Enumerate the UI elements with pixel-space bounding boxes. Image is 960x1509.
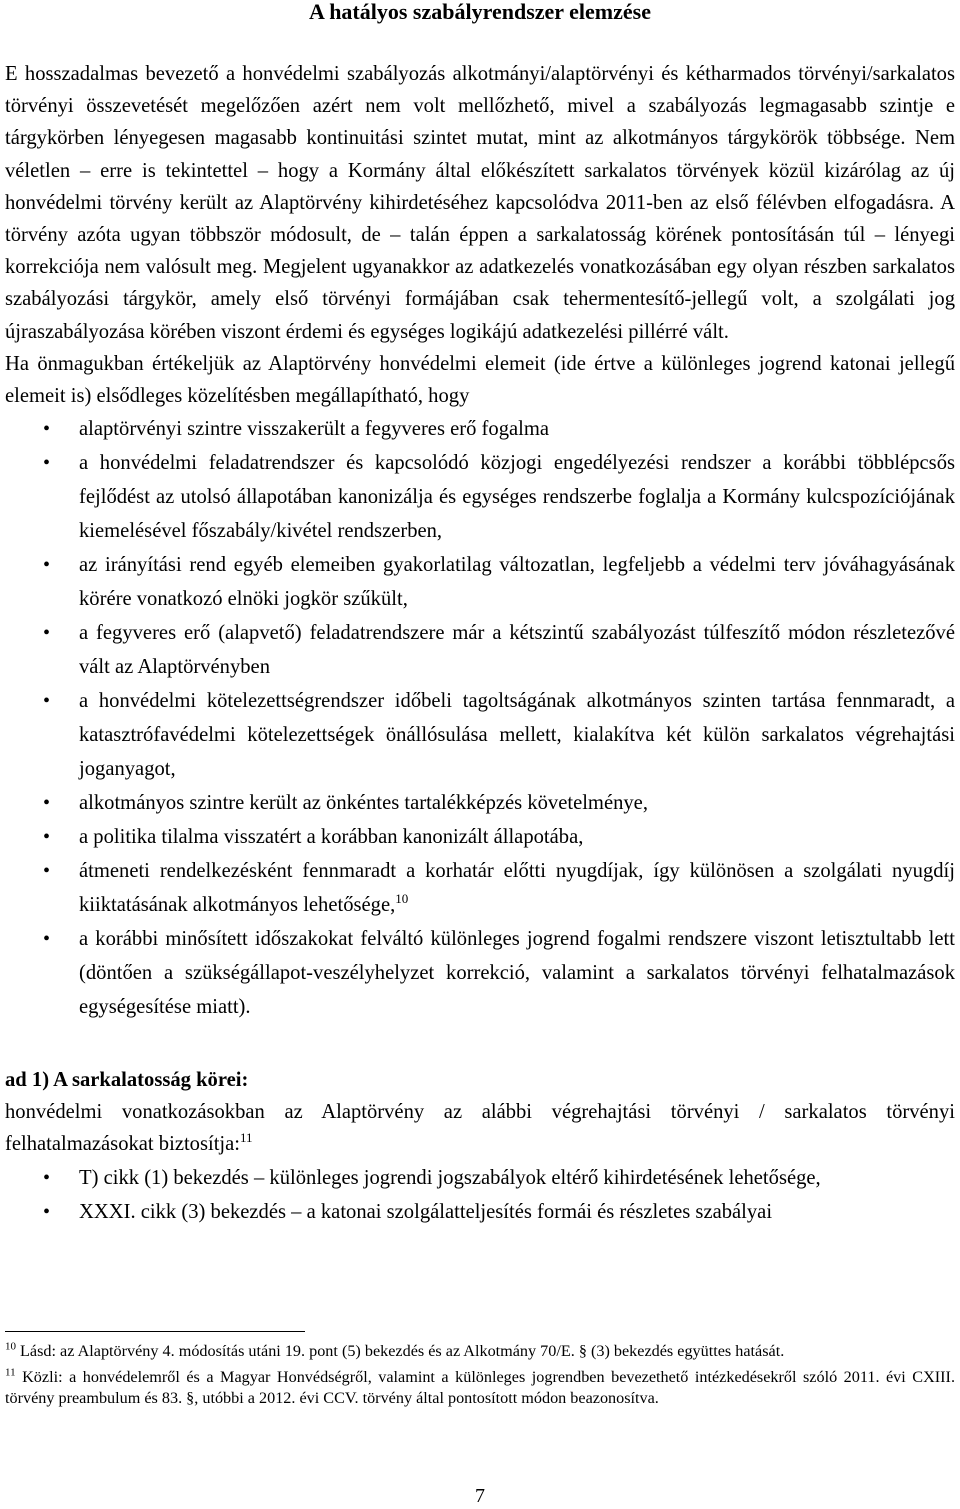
list-item	[5, 922, 955, 1024]
findings-list	[5, 412, 955, 1024]
list-item-text: a honvédelmi kötelezettségrendszer időbeli tagoltságának alkotmányos szinten tartása fennmaradt, a katasztrófavédelmi kötelezettségek önállósulása mellett, kialakítva két külön sarkalatos végrehajtási joganyagot,	[79, 690, 955, 781]
section-list	[5, 1161, 955, 1229]
list-item	[5, 1195, 955, 1229]
list-item-text: T) cikk (1) bekezdés – különleges jogrendi jogszabályok eltérő kihirdetésének lehetősége,	[79, 1166, 821, 1189]
bullet-icon: •	[43, 826, 51, 849]
bullet-icon: •	[43, 1166, 51, 1189]
page-number: 7	[475, 1485, 485, 1507]
bullet-icon: •	[43, 690, 51, 713]
list-item-text: alkotmányos szintre került az önkéntes tartalékképzés követelménye,	[79, 792, 648, 815]
footnotes	[5, 1341, 955, 1414]
list-item	[5, 820, 955, 854]
bullet-icon: •	[43, 792, 51, 815]
list-item-text: átmeneti rendelkezésként fennmaradt a korhatár előtti nyugdíjak, így különösen a szolgálati nyugdíj kiiktatásának alkotmányos lehetősége,	[79, 860, 955, 917]
footnote-reference: 11	[240, 1130, 253, 1146]
list-item-text: a politika tilalma visszatért a korábban kanonizált állapotába,	[79, 826, 584, 849]
list-item	[5, 548, 955, 616]
bullet-icon: •	[43, 418, 51, 441]
paragraph-evaluation: Ha önmagukban értékeljük az Alaptörvény honvédelmi elemeit (ide értve a különleges jogrend katonai jellegű elemeit is) elsődleges közelítésben megállapítható, hogy	[5, 352, 955, 408]
document-page	[5, 0, 955, 1229]
list-item-text: alaptörvényi szintre visszakerült a fegyveres erő fogalma	[79, 418, 550, 441]
footnote-reference: 10	[395, 891, 409, 907]
list-item	[5, 412, 955, 446]
section-intro	[5, 1096, 955, 1160]
footnote-separator	[5, 1331, 305, 1332]
bullet-icon: •	[43, 928, 51, 951]
footnote-text: Lásd: az Alaptörvény 4. módosítás utáni 19. pont (5) bekezdés és az Alkotmány 70/E. § (3) bekezdés együttes hatását.	[16, 1342, 785, 1360]
footnote	[5, 1341, 955, 1363]
footnote-text: Közli: a honvédelemről és a Magyar Honvédségről, valamint a különleges jogrendben bevezethető intézkedésekről szóló 2011. évi CXIII. törvény preambulum és 83. §, utóbbi a 2012. évi CCV. törvény által pontosított módon beazonosítva.	[5, 1367, 955, 1407]
list-item-text: az irányítási rend egyéb elemeiben gyakorlatilag változatlan, legfeljebb a védelmi terv jóváhagyásának körére vonatkozó elnöki jogkör szűkült,	[79, 554, 955, 611]
bullet-icon: •	[43, 1200, 51, 1223]
section-heading: ad 1) A sarkalatosság körei:	[5, 1069, 249, 1092]
list-item-text: a honvédelmi feladatrendszer és kapcsolódó közjogi engedélyezési rendszer a korábbi többlépcsős fejlődést az utolsó állapotában kanonizálja és egységes rendszerbe foglalja a Kormány kulcspozíciójának kiemelésével főszabály/kivétel rendszerben,	[79, 452, 955, 543]
list-item	[5, 1161, 955, 1195]
list-item	[5, 854, 955, 922]
footnote-mark: 10	[5, 1340, 16, 1353]
footnote	[5, 1367, 955, 1410]
bullet-icon: •	[43, 554, 51, 577]
bullet-icon: •	[43, 452, 51, 475]
list-item-text: XXXI. cikk (3) bekezdés – a katonai szolgálatteljesítés formái és részletes szabályai	[79, 1200, 773, 1223]
list-item-text: a fegyveres erő (alapvető) feladatrendszere már a kétszintű szabályozást túlfeszítő módon részletezővé vált az Alaptörvényben	[79, 622, 955, 679]
list-item	[5, 446, 955, 548]
list-item	[5, 684, 955, 786]
section-intro-text: honvédelmi vonatkozásokban az Alaptörvény az alábbi végrehajtási törvényi / sarkalatos törvényi felhatalmazásokat biztosítja:	[5, 1101, 955, 1156]
list-item-text: a korábbi minősített időszakokat felváltó különleges jogrend fogalmi rendszere viszont letisztultabb lett (döntően a szükségállapot-veszélyhelyzet korrekció, valamint a sarkalatos törvényi felhatalmazások egységesítése miatt).	[79, 928, 955, 1019]
paragraph-intro: E hosszadalmas bevezető a honvédelmi szabályozás alkotmányi/alaptörvényi és kétharmados törvényi/sarkalatos törvényi összevetését megelőzően azért nem volt mellőzhető, mivel a szabályozás legmagasabb szintje e tárgykörben lényegesen magasabb kontinuitási szintet mutat, mint az alkotmányos tárgykörök többsége. Nem véletlen – erre is tekintettel – hogy a Kormány által előkészített sarkalatos törvények közül kizárólag az új honvédelmi törvény került az Alaptörvény kihirdetéséhez kapcsolódva 2011-ben az első félévben elfogadásra. A törvény azóta ugyan többször módosult, de – talán éppen a sarkalatosság körének pontosításán túl – lényegi korrekciója nem valósult meg. Megjelent ugyanakkor az adatkezelés vonatkozásában egy olyan részben sarkalatos szabályozási tárgykör, amely első törvényi formájában csak tehermentesítő-jellegű volt, a szolgálati jog újraszabályozása körében viszont érdemi és egységes logikájú adatkezelési pillérré vált.	[5, 63, 955, 343]
footnote-mark: 11	[5, 1366, 16, 1379]
list-item	[5, 616, 955, 684]
bullet-icon: •	[43, 860, 51, 883]
document-title: A hatályos szabályrendszer elemzése	[309, 0, 651, 24]
list-item	[5, 786, 955, 820]
bullet-icon: •	[43, 622, 51, 645]
